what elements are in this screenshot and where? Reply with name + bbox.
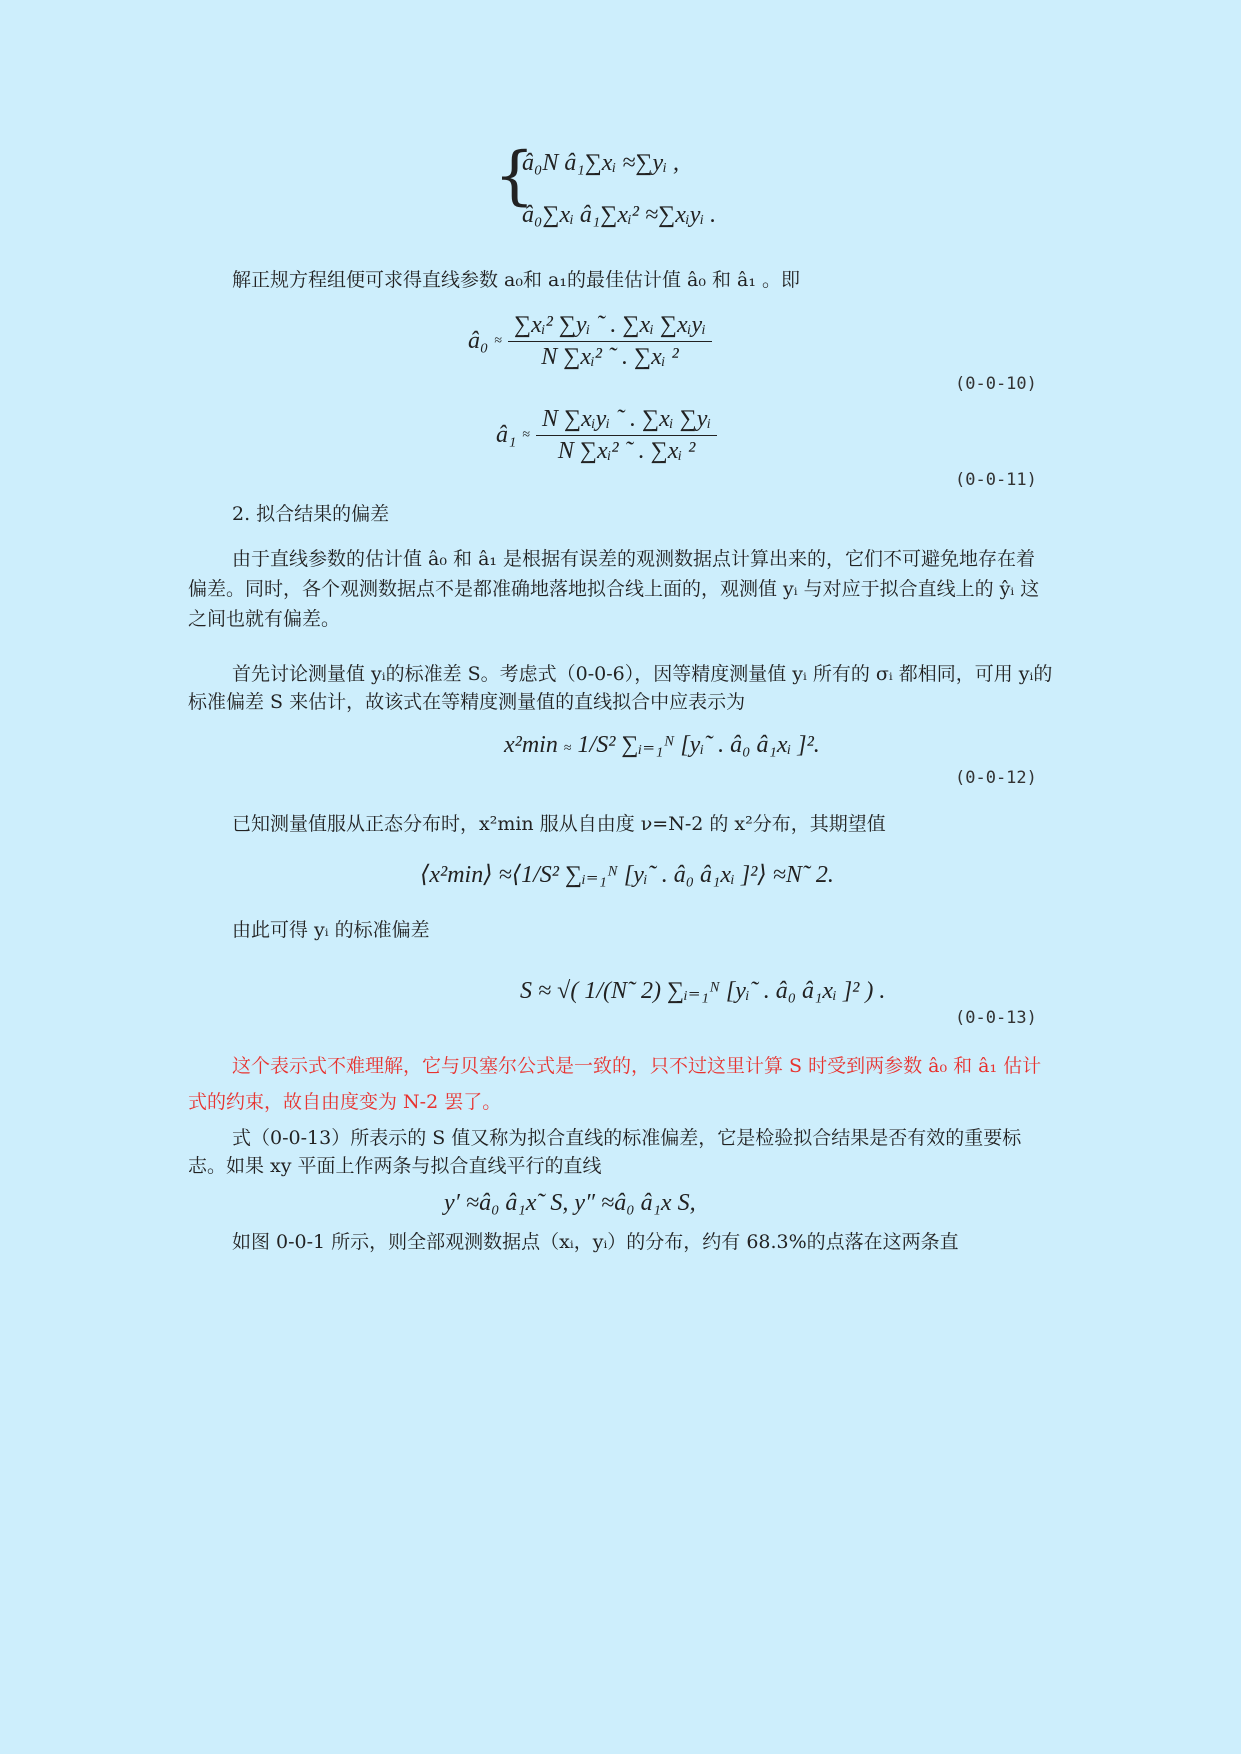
equation-chi-lhs: x²min [504,732,558,758]
paragraph-figure-reference: 如图 0-0-1 所示，则全部观测数据点（xᵢ，yᵢ）的分布，约有 68.3%的点落在这两条直 [232,1231,959,1253]
equation-standard-deviation [520,976,885,1005]
equation-a1 [496,406,717,465]
normal-system-row-2: â₀∑xᵢ â₁∑xᵢ² ≈∑xᵢyᵢ . [522,202,717,228]
approx-artifact: ≈ [522,427,531,443]
paragraph-solution: 解正规方程组便可求得直线参数 a₀和 a₁的最佳估计值 â₀ 和 â₁ 。即 [232,269,801,291]
section-heading-2: 2. 拟合结果的偏差 [232,503,390,525]
equation-a1-denominator: N ∑xᵢ² ˜ . ∑xᵢ ² [536,435,717,465]
equation-a0-lhs: â₀ [468,328,489,354]
approx-artifact: ≈ [494,333,503,349]
equation-expectation: ⟨x²min⟩ ≈⟨1/S² ∑ᵢ₌₁ᴺ [yᵢ˜ . â₀ â₁xᵢ ]²⟩ ≈N˜ 2. [420,862,834,888]
paragraph-hence: 由此可得 yᵢ 的标准偏差 [232,919,430,941]
equation-chi-square-min [504,730,820,759]
equation-number-0-0-13: (0-0-13) [955,1008,1037,1028]
paragraph-deviation: 由于直线参数的估计值 â₀ 和 â₁ 是根据有误差的观测数据点计算出来的，它们不可避免地存在着偏差。同时，各个观测数据点不是都准确地落地拟合线上面的，观测值 yᵢ 与对应于拟合直线上的 ŷᵢ 这之间也就有偏差。 [188,548,1040,630]
equation-a1-fraction [536,406,717,465]
normal-system-row-1: â₀N â₁∑xᵢ ≈∑yᵢ , [522,150,679,176]
equation-number-0-0-11: (0-0-11) [955,470,1037,490]
equation-a0-numerator: ∑xᵢ² ∑yᵢ ˜ . ∑xᵢ ∑xᵢyᵢ [514,312,706,338]
paragraph-bessel-note: 这个表示式不难理解，它与贝塞尔公式是一致的，只不过这里计算 S 时受到两参数 â₀ 和 â₁ 估计式的约束，故自由度变为 N-2 罢了。 [188,1055,1042,1113]
equation-parallel-lines: y′ ≈â₀ â₁x˜ S, y″ ≈â₀ â₁x S, [444,1190,696,1216]
equation-a1-lhs: â₁ [496,422,517,448]
equation-chi-body: 1/S² ∑ᵢ₌₁ᴺ [yᵢ˜ . â₀ â₁xᵢ ]². [577,732,820,758]
equation-s-body: S ≈ √( 1/(N˜ 2) ∑ᵢ₌₁ᴺ [yᵢ˜ . â₀ â₁xᵢ ]² ) . [520,978,886,1004]
equation-a0-fraction [508,312,712,371]
equation-a1-numerator: N ∑xᵢyᵢ ˜ . ∑xᵢ ∑yᵢ [542,406,712,432]
left-brace: { [494,139,535,213]
paragraph-standard-deviation: 首先讨论测量值 yᵢ的标准差 S。考虑式（0-0-6），因等精度测量值 yᵢ 所有的 σᵢ 都相同，可用 yᵢ的标准偏差 S 来估计，故该式在等精度测量值的直线拟合中应表示为 [188,663,1053,713]
equation-a0 [468,312,712,371]
paragraph-fit-standard-deviation: 式（0-0-13）所表示的 S 值又称为拟合直线的标准偏差，它是检验拟合结果是否有效的重要标志。如果 xy 平面上作两条与拟合直线平行的直线 [188,1127,1022,1177]
equation-number-0-0-10: (0-0-10) [955,374,1037,394]
equation-a0-denominator: N ∑xᵢ² ˜ . ∑xᵢ ² [508,341,712,371]
equation-number-0-0-12: (0-0-12) [955,768,1037,788]
approx-artifact: ≈ [563,741,572,756]
paragraph-normal-distribution: 已知测量值服从正态分布时，x²min 服从自由度 ν=N-2 的 x²分布，其期望值 [232,813,886,835]
